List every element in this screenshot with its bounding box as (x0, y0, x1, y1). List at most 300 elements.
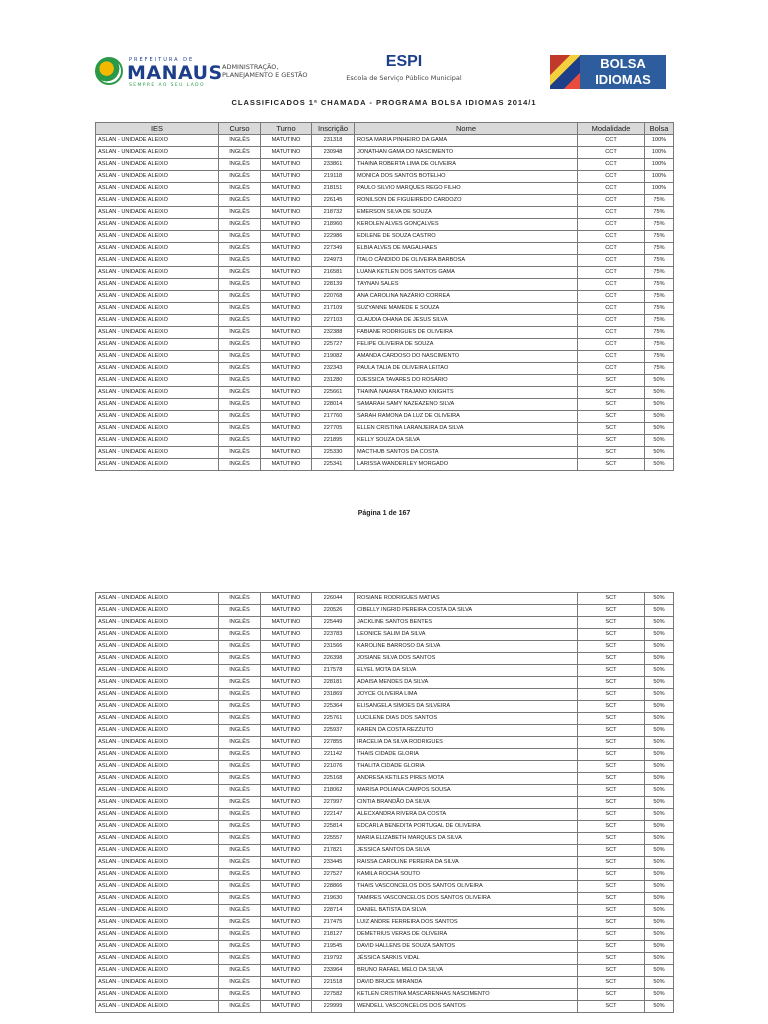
bolsa-cell: 50% (645, 641, 674, 653)
bolsa-cell: 75% (645, 363, 674, 375)
table-row (96, 641, 674, 653)
ies-cell: ASLAN - UNIDADE ALEIXO (96, 231, 219, 243)
bolsa-cell: 50% (645, 447, 674, 459)
nome-cell: JOSIANE SILVA DOS SANTOS (355, 653, 578, 665)
curso-cell: INGLÊS (219, 183, 261, 195)
admin-line-1: ADMINISTRAÇÃO, (222, 63, 279, 71)
table-row (96, 965, 674, 977)
ies-cell: ASLAN - UNIDADE ALEIXO (96, 303, 219, 315)
table-row (96, 351, 674, 363)
table-row (96, 243, 674, 255)
bolsa-cell: 75% (645, 195, 674, 207)
nome-cell: KAREN DA COSTA REZZUTO (355, 725, 578, 737)
modalidade-cell: CCT (578, 183, 645, 195)
curso-cell: INGLÊS (219, 713, 261, 725)
bolsa-cell: 75% (645, 327, 674, 339)
nome-cell: JESSICA SANTOS DA SILVA (355, 845, 578, 857)
curso-cell: INGLÊS (219, 159, 261, 171)
curso-cell: INGLÊS (219, 785, 261, 797)
curso-cell: INGLÊS (219, 977, 261, 989)
curso-cell: INGLÊS (219, 869, 261, 881)
modalidade-cell: CCT (578, 231, 645, 243)
curso-cell: INGLÊS (219, 773, 261, 785)
curso-cell: INGLÊS (219, 929, 261, 941)
turno-cell: MATUTINO (261, 399, 312, 411)
nome-cell: THAIS VASCONCELOS DOS SANTOS OLIVEIRA (355, 881, 578, 893)
table-row (96, 809, 674, 821)
manaus-prefeitura-text: PREFEITURA DE (129, 57, 195, 63)
bolsa-cell: 75% (645, 255, 674, 267)
curso-cell: INGLÊS (219, 857, 261, 869)
bolsa-cell: 75% (645, 339, 674, 351)
nome-cell: JACKLINE SANTOS BENTES (355, 617, 578, 629)
turno-cell: MATUTINO (261, 135, 312, 147)
bolsa-cell: 50% (645, 881, 674, 893)
table-row (96, 447, 674, 459)
ies-cell: ASLAN - UNIDADE ALEIXO (96, 459, 219, 471)
nome-cell: ROSA MARIA PINHEIRO DA GAMA (355, 135, 578, 147)
curso-cell: INGLÊS (219, 243, 261, 255)
inscricao-cell: 230948 (312, 147, 355, 159)
bolsa-cell: 75% (645, 231, 674, 243)
inscricao-cell: 225449 (312, 617, 355, 629)
table-row (96, 953, 674, 965)
turno-cell: MATUTINO (261, 737, 312, 749)
inscricao-cell: 217578 (312, 665, 355, 677)
modalidade-cell: SCT (578, 411, 645, 423)
nome-cell: THAIS CIDADE GLORIA (355, 749, 578, 761)
table-row (96, 423, 674, 435)
table-row (96, 291, 674, 303)
nome-cell: FELIPE OLIVEIRA DE SOUZA (355, 339, 578, 351)
espi-logo-subtitle: Escola de Serviço Público Municipal (346, 74, 462, 82)
bolsa-cell: 50% (645, 989, 674, 1001)
turno-cell: MATUTINO (261, 423, 312, 435)
curso-cell: INGLÊS (219, 965, 261, 977)
turno-cell: MATUTINO (261, 629, 312, 641)
modalidade-cell: SCT (578, 725, 645, 737)
turno-cell: MATUTINO (261, 653, 312, 665)
modalidade-cell: SCT (578, 689, 645, 701)
table-body-page-1 (96, 135, 674, 471)
ies-cell: ASLAN - UNIDADE ALEIXO (96, 797, 219, 809)
turno-cell: MATUTINO (261, 689, 312, 701)
nome-cell: KETLEN CRISTINA MASCARENHAS NASCIMENTO (355, 989, 578, 1001)
turno-cell: MATUTINO (261, 809, 312, 821)
turno-cell: MATUTINO (261, 821, 312, 833)
curso-cell: INGLÊS (219, 315, 261, 327)
inscricao-cell: 225557 (312, 833, 355, 845)
ies-cell: ASLAN - UNIDADE ALEIXO (96, 977, 219, 989)
curso-cell: INGLÊS (219, 725, 261, 737)
modalidade-cell: CCT (578, 327, 645, 339)
turno-cell: MATUTINO (261, 869, 312, 881)
bolsa-cell: 50% (645, 737, 674, 749)
turno-cell: MATUTINO (261, 1001, 312, 1013)
bolsa-cell: 50% (645, 749, 674, 761)
bolsa-cell: 50% (645, 701, 674, 713)
curso-cell: INGLÊS (219, 231, 261, 243)
bolsa-cell: 75% (645, 207, 674, 219)
table-row (96, 941, 674, 953)
curso-cell: INGLÊS (219, 761, 261, 773)
curso-cell: INGLÊS (219, 195, 261, 207)
turno-cell: MATUTINO (261, 255, 312, 267)
modalidade-cell: SCT (578, 593, 645, 605)
inscricao-cell: 228139 (312, 279, 355, 291)
nome-cell: ELLEN CRISTINA LARANJEIRA DA SILVA (355, 423, 578, 435)
turno-cell: MATUTINO (261, 833, 312, 845)
turno-cell: MATUTINO (261, 617, 312, 629)
modalidade-cell: SCT (578, 447, 645, 459)
inscricao-cell: 232388 (312, 327, 355, 339)
curso-cell: INGLÊS (219, 279, 261, 291)
column-header-bolsa: Bolsa (645, 123, 674, 135)
turno-cell: MATUTINO (261, 195, 312, 207)
table-row (96, 905, 674, 917)
bolsa-cell: 50% (645, 629, 674, 641)
nome-cell: BRUNO RAFAEL MELO DA SILVA (355, 965, 578, 977)
curso-cell: INGLÊS (219, 821, 261, 833)
nome-cell: CIBELLY INGRID PEREIRA COSTA DA SILVA (355, 605, 578, 617)
modalidade-cell: SCT (578, 893, 645, 905)
bolsa-cell: 50% (645, 869, 674, 881)
curso-cell: INGLÊS (219, 459, 261, 471)
curso-cell: INGLÊS (219, 339, 261, 351)
ies-cell: ASLAN - UNIDADE ALEIXO (96, 689, 219, 701)
turno-cell: MATUTINO (261, 435, 312, 447)
curso-cell: INGLÊS (219, 327, 261, 339)
modalidade-cell: SCT (578, 617, 645, 629)
table-body-page-2 (96, 593, 674, 1013)
inscricao-cell: 218732 (312, 207, 355, 219)
inscricao-cell: 221518 (312, 977, 355, 989)
ies-cell: ASLAN - UNIDADE ALEIXO (96, 665, 219, 677)
turno-cell: MATUTINO (261, 171, 312, 183)
nome-cell: ELYEL MOTA DA SILVA (355, 665, 578, 677)
ies-cell: ASLAN - UNIDADE ALEIXO (96, 135, 219, 147)
flags-icon (550, 55, 584, 89)
turno-cell: MATUTINO (261, 411, 312, 423)
curso-cell: INGLÊS (219, 1001, 261, 1013)
modalidade-cell: SCT (578, 749, 645, 761)
column-header-ies: IES (96, 123, 219, 135)
table-row (96, 605, 674, 617)
bolsa-cell: 50% (645, 821, 674, 833)
bolsa-cell: 75% (645, 315, 674, 327)
bolsa-idiomas-wordmark (580, 55, 666, 89)
curso-cell: INGLÊS (219, 423, 261, 435)
curso-cell: INGLÊS (219, 737, 261, 749)
bolsa-cell: 50% (645, 387, 674, 399)
turno-cell: MATUTINO (261, 977, 312, 989)
inscricao-cell: 227855 (312, 737, 355, 749)
curso-cell: INGLÊS (219, 207, 261, 219)
inscricao-cell: 227349 (312, 243, 355, 255)
bolsa-cell: 50% (645, 653, 674, 665)
turno-cell: MATUTINO (261, 267, 312, 279)
modalidade-cell: SCT (578, 785, 645, 797)
ies-cell: ASLAN - UNIDADE ALEIXO (96, 713, 219, 725)
modalidade-cell: SCT (578, 773, 645, 785)
bolsa-cell: 75% (645, 243, 674, 255)
bolsa-cell: 100% (645, 159, 674, 171)
bolsa-cell: 50% (645, 435, 674, 447)
curso-cell: INGLÊS (219, 653, 261, 665)
turno-cell: MATUTINO (261, 231, 312, 243)
turno-cell: MATUTINO (261, 159, 312, 171)
document-header (0, 0, 768, 100)
ies-cell: ASLAN - UNIDADE ALEIXO (96, 605, 219, 617)
bolsa-cell: 75% (645, 291, 674, 303)
table-row (96, 459, 674, 471)
curso-cell: INGLÊS (219, 797, 261, 809)
inscricao-cell: 222986 (312, 231, 355, 243)
table-row (96, 977, 674, 989)
turno-cell: MATUTINO (261, 243, 312, 255)
curso-cell: INGLÊS (219, 399, 261, 411)
table-row (96, 677, 674, 689)
curso-cell: INGLÊS (219, 953, 261, 965)
bolsa-cell: 50% (645, 785, 674, 797)
inscricao-cell: 227582 (312, 989, 355, 1001)
modalidade-cell: CCT (578, 279, 645, 291)
curso-cell: INGLÊS (219, 641, 261, 653)
bolsa-cell: 50% (645, 833, 674, 845)
modalidade-cell: SCT (578, 869, 645, 881)
page-footer: Página 1 de 167 (357, 510, 411, 517)
modalidade-cell: SCT (578, 701, 645, 713)
table-row (96, 593, 674, 605)
ies-cell: ASLAN - UNIDADE ALEIXO (96, 941, 219, 953)
modalidade-cell: SCT (578, 941, 645, 953)
modalidade-cell: SCT (578, 917, 645, 929)
bolsa-cell: 75% (645, 351, 674, 363)
nome-cell: DEMETRIUS VERAS DE OLIVEIRA (355, 929, 578, 941)
inscricao-cell: 233445 (312, 857, 355, 869)
modalidade-cell: SCT (578, 641, 645, 653)
ies-cell: ASLAN - UNIDADE ALEIXO (96, 641, 219, 653)
ies-cell: ASLAN - UNIDADE ALEIXO (96, 411, 219, 423)
ies-cell: ASLAN - UNIDADE ALEIXO (96, 219, 219, 231)
modalidade-cell: CCT (578, 267, 645, 279)
turno-cell: MATUTINO (261, 725, 312, 737)
bolsa-cell: 50% (645, 893, 674, 905)
nome-cell: ELISANGELA SIMOES DA SILVEIRA (355, 701, 578, 713)
table-row (96, 183, 674, 195)
nome-cell: EDILENE DE SOUZA CASTRO (355, 231, 578, 243)
turno-cell: MATUTINO (261, 459, 312, 471)
ies-cell: ASLAN - UNIDADE ALEIXO (96, 171, 219, 183)
bolsa-cell: 100% (645, 135, 674, 147)
nome-cell: RAISSA CAROLINE PEREIRA DA SILVA (355, 857, 578, 869)
inscricao-cell: 227705 (312, 423, 355, 435)
nome-cell: CLAUDIA OHANA DE JESUS SILVA (355, 315, 578, 327)
table-row (96, 267, 674, 279)
espi-logo-title: ESPI (385, 53, 423, 70)
bolsa-cell: 50% (645, 713, 674, 725)
column-header-modalidade: Modalidade (578, 123, 645, 135)
modalidade-cell: SCT (578, 881, 645, 893)
nome-cell: KAROLINE BARROSO DA SILVA (355, 641, 578, 653)
table-row (96, 833, 674, 845)
modalidade-cell: SCT (578, 713, 645, 725)
ies-cell: ASLAN - UNIDADE ALEIXO (96, 929, 219, 941)
turno-cell: MATUTINO (261, 183, 312, 195)
curso-cell: INGLÊS (219, 629, 261, 641)
bolsa-cell: 50% (645, 761, 674, 773)
turno-cell: MATUTINO (261, 941, 312, 953)
manaus-slogan: SEMPRE AO SEU LADO (129, 83, 205, 88)
turno-cell: MATUTINO (261, 989, 312, 1001)
turno-cell: MATUTINO (261, 387, 312, 399)
table-row (96, 375, 674, 387)
ies-cell: ASLAN - UNIDADE ALEIXO (96, 869, 219, 881)
inscricao-cell: 218062 (312, 785, 355, 797)
bolsa-cell: 50% (645, 399, 674, 411)
turno-cell: MATUTINO (261, 797, 312, 809)
inscricao-cell: 216581 (312, 267, 355, 279)
table-row (96, 303, 674, 315)
table-row (96, 327, 674, 339)
bolsa-cell: 50% (645, 689, 674, 701)
table-row (96, 1001, 674, 1013)
table-row (96, 737, 674, 749)
table-row (96, 785, 674, 797)
table-row (96, 797, 674, 809)
modalidade-cell: SCT (578, 833, 645, 845)
nome-cell: SARAH RAMONA DA LUZ DE OLIVEIRA (355, 411, 578, 423)
nome-cell: TAMIRES VASCONCELOS DOS SANTOS OLIVEIRA (355, 893, 578, 905)
modalidade-cell: SCT (578, 459, 645, 471)
bolsa-cell: 75% (645, 267, 674, 279)
nome-cell: SAMARAH SAMY NAZEAZENO SILVA (355, 399, 578, 411)
nome-cell: TAYNAN SALES (355, 279, 578, 291)
table-row (96, 195, 674, 207)
curso-cell: INGLÊS (219, 447, 261, 459)
turno-cell: MATUTINO (261, 303, 312, 315)
table-row (96, 893, 674, 905)
modalidade-cell: SCT (578, 387, 645, 399)
inscricao-cell: 231318 (312, 135, 355, 147)
nome-cell: ANDRESA KETILES PIRES MOTA (355, 773, 578, 785)
modalidade-cell: SCT (578, 809, 645, 821)
modalidade-cell: SCT (578, 821, 645, 833)
table-row (96, 773, 674, 785)
modalidade-cell: CCT (578, 207, 645, 219)
bolsa-cell: 50% (645, 797, 674, 809)
bolsa-cell: 50% (645, 1001, 674, 1013)
bolsa-cell: 75% (645, 219, 674, 231)
curso-cell: INGLÊS (219, 219, 261, 231)
bolsa-cell: 50% (645, 977, 674, 989)
ies-cell: ASLAN - UNIDADE ALEIXO (96, 737, 219, 749)
table-row (96, 653, 674, 665)
ies-cell: ASLAN - UNIDADE ALEIXO (96, 893, 219, 905)
curso-cell: INGLÊS (219, 387, 261, 399)
turno-cell: MATUTINO (261, 701, 312, 713)
modalidade-cell: CCT (578, 135, 645, 147)
curso-cell: INGLÊS (219, 303, 261, 315)
inscricao-cell: 233964 (312, 965, 355, 977)
nome-cell: LEONICE SALIM DA SILVA (355, 629, 578, 641)
inscricao-cell: 229999 (312, 1001, 355, 1013)
inscricao-cell: 225364 (312, 701, 355, 713)
table-row (96, 629, 674, 641)
ies-cell: ASLAN - UNIDADE ALEIXO (96, 905, 219, 917)
bolsa-cell: 50% (645, 593, 674, 605)
nome-cell: KELLY SOUZA DA SILVA (355, 435, 578, 447)
inscricao-cell: 228714 (312, 905, 355, 917)
table-row (96, 821, 674, 833)
nome-cell: DAVID HALLENS DE SOUZA SANTOS (355, 941, 578, 953)
table-row (96, 279, 674, 291)
classified-table-page-1 (95, 122, 674, 471)
turno-cell: MATUTINO (261, 917, 312, 929)
inscricao-cell: 225168 (312, 773, 355, 785)
inscricao-cell: 225761 (312, 713, 355, 725)
ies-cell: ASLAN - UNIDADE ALEIXO (96, 725, 219, 737)
ies-cell: ASLAN - UNIDADE ALEIXO (96, 1001, 219, 1013)
modalidade-cell: CCT (578, 363, 645, 375)
ies-cell: ASLAN - UNIDADE ALEIXO (96, 363, 219, 375)
nome-cell: THAINA ROBERTA LIMA DE OLIVEIRA (355, 159, 578, 171)
table-row (96, 363, 674, 375)
modalidade-cell: SCT (578, 977, 645, 989)
bolsa-cell: 100% (645, 147, 674, 159)
turno-cell: MATUTINO (261, 905, 312, 917)
bolsa-cell: 50% (645, 665, 674, 677)
modalidade-cell: CCT (578, 195, 645, 207)
turno-cell: MATUTINO (261, 713, 312, 725)
inscricao-cell: 232343 (312, 363, 355, 375)
classified-table-page-2 (95, 592, 674, 1013)
turno-cell: MATUTINO (261, 857, 312, 869)
nome-cell: ALECXANDRA RIVERA DA COSTA (355, 809, 578, 821)
nome-cell: MACTHUB SANTOS DA COSTA (355, 447, 578, 459)
bolsa-cell: 100% (645, 183, 674, 195)
inscricao-cell: 219545 (312, 941, 355, 953)
nome-cell: RONILSON DE FIGUEIREDO CARDOZO (355, 195, 578, 207)
bolsa-cell: 50% (645, 953, 674, 965)
table-row (96, 845, 674, 857)
turno-cell: MATUTINO (261, 207, 312, 219)
ies-cell: ASLAN - UNIDADE ALEIXO (96, 423, 219, 435)
turno-cell: MATUTINO (261, 665, 312, 677)
turno-cell: MATUTINO (261, 279, 312, 291)
nome-cell: ANA CAROLINA NAZÁRIO CORREA (355, 291, 578, 303)
inscricao-cell: 217760 (312, 411, 355, 423)
bolsa-idiomas-logo (550, 53, 668, 91)
table-row (96, 435, 674, 447)
ies-cell: ASLAN - UNIDADE ALEIXO (96, 593, 219, 605)
ies-cell: ASLAN - UNIDADE ALEIXO (96, 447, 219, 459)
nome-cell: ROSIANE RODRIGUES MATIAS (355, 593, 578, 605)
nome-cell: ELBIA ALVES DE MAGALHAES (355, 243, 578, 255)
ies-cell: ASLAN - UNIDADE ALEIXO (96, 291, 219, 303)
table-row (96, 749, 674, 761)
bolsa-cell: 75% (645, 303, 674, 315)
manaus-emblem-icon (95, 57, 123, 85)
ies-cell: ASLAN - UNIDADE ALEIXO (96, 267, 219, 279)
ies-cell: ASLAN - UNIDADE ALEIXO (96, 833, 219, 845)
bolsa-cell: 50% (645, 845, 674, 857)
modalidade-cell: SCT (578, 857, 645, 869)
nome-cell: PAULO SILVIO MARQUES REGO FILHO (355, 183, 578, 195)
inscricao-cell: 228866 (312, 881, 355, 893)
inscricao-cell: 223783 (312, 629, 355, 641)
table-row (96, 725, 674, 737)
